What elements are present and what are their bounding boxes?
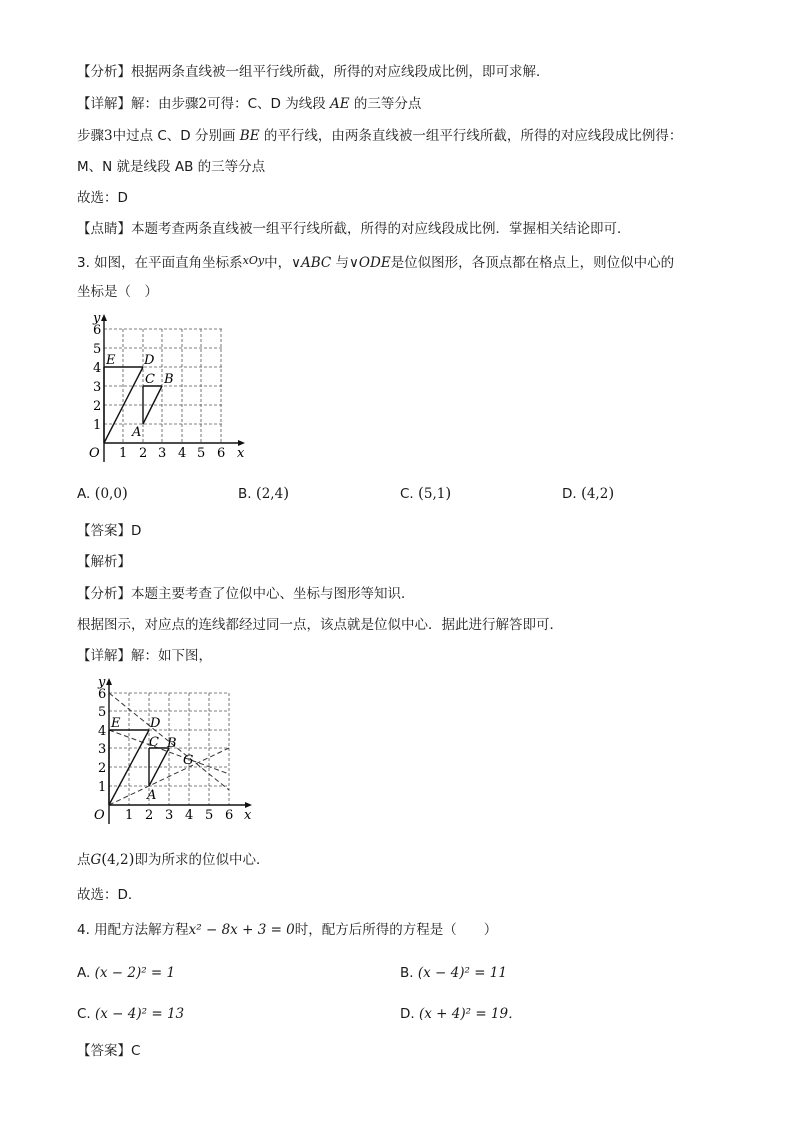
q2-comment: 【点睛】本题考查两条直线被一组平行线所截，所得的对应线段成比例．掌握相关结论即可． <box>77 221 631 237</box>
x-tick: 2 <box>145 808 154 823</box>
point-c: C <box>149 735 159 750</box>
grid <box>104 329 222 443</box>
q4-option-c[interactable]: C. (x − 4)² = 13 <box>77 1006 185 1022</box>
x-tick: 3 <box>165 808 174 823</box>
point-a: A <box>147 788 157 803</box>
y-tick: 2 <box>98 761 107 776</box>
y-tick: 1 <box>93 418 102 433</box>
point-e: E <box>106 353 116 368</box>
q3-method: 根据图示，对应点的连线都经过同一点，该点就是位似中心．据此进行解答即可． <box>77 617 563 633</box>
q3-stem-line2: 坐标是（ ） <box>77 284 158 300</box>
x-axis-label: x <box>244 808 252 823</box>
x-tick: 6 <box>217 446 226 461</box>
y-tick: 2 <box>93 399 102 414</box>
q3-stem: 3. 如图，在平面直角坐标系$^{xOy}$中，∨ABC 与∨ODE是位似图形，各顶点都在格点上，则位似中心的 <box>77 254 675 271</box>
point-labels <box>110 716 193 803</box>
x-tick: 2 <box>139 446 148 461</box>
x-tick: 4 <box>185 808 194 823</box>
y-tick: 5 <box>93 342 102 357</box>
point-labels <box>105 353 174 440</box>
point-a: A <box>132 425 142 440</box>
x-tick-labels <box>125 808 233 823</box>
x-tick: 5 <box>205 808 214 823</box>
q3-figure <box>75 312 255 467</box>
y-tick: 5 <box>98 705 107 720</box>
y-arrow <box>101 314 107 321</box>
y-axis-label: y <box>98 676 106 690</box>
q2-conclusion: M、N 就是线段 AB 的三等分点 <box>77 159 266 175</box>
q3-option-b[interactable]: B. (2,4) <box>238 484 290 502</box>
y-tick: 6 <box>93 323 102 338</box>
point-d: D <box>144 353 155 368</box>
q4-stem: 4. 用配方法解方程x² − 8x + 3 = 0时，配方后所得的方程是（ ） <box>77 922 498 938</box>
axes <box>104 317 243 462</box>
q2-analysis: 【分析】根据两条直线被一组平行线所截，所得的对应线段成比例，即可求解． <box>77 64 550 80</box>
point-e: E <box>111 716 121 731</box>
q3-solution-figure <box>78 676 258 828</box>
y-tick: 3 <box>98 742 107 757</box>
q3-point-result: 点G(4,2)即为所求的位似中心． <box>77 850 270 868</box>
y-tick: 4 <box>93 361 102 376</box>
point-b: B <box>167 736 177 751</box>
point-c: C <box>145 372 155 387</box>
q4-option-d[interactable]: D. (x + 4)² = 19． <box>400 1006 522 1022</box>
y-tick: 4 <box>98 724 107 739</box>
q3-option-d[interactable]: D. (4,2) <box>562 484 615 502</box>
x-tick: 1 <box>125 808 134 823</box>
q3-detail: 【详解】解：如下图， <box>77 648 212 664</box>
x-tick: 4 <box>178 446 187 461</box>
q3-option-a[interactable]: A. (0,0) <box>77 484 128 502</box>
point-b: B <box>164 372 174 387</box>
y-tick: 6 <box>98 687 107 702</box>
y-tick: 1 <box>98 780 107 795</box>
q4-option-a[interactable]: A. (x − 2)² = 1 <box>77 965 176 981</box>
y-arrow <box>106 678 112 685</box>
q4-option-b[interactable]: B. (x − 4)² = 11 <box>400 965 507 981</box>
q3-answer: 故选：D． <box>77 887 142 903</box>
q4-answer-tag: 【答案】C <box>77 1043 141 1059</box>
origin-label: O <box>89 446 100 461</box>
q2-detail: 【详解】解：由步骤2可得：C、D 为线段 AE 的三等分点 <box>77 96 422 112</box>
origin-label: O <box>94 808 105 823</box>
q3-analysis: 【分析】本题主要考查了位似中心、坐标与图形等知识． <box>77 586 415 602</box>
x-tick-labels <box>119 446 225 461</box>
q3-jiexi-tag: 【解析】 <box>77 554 131 570</box>
x-tick: 6 <box>225 808 234 823</box>
y-axis-label: y <box>93 312 101 326</box>
x-tick: 5 <box>197 446 206 461</box>
y-tick-labels <box>98 687 106 795</box>
q2-answer: 故选：D <box>77 190 128 206</box>
axes <box>109 681 250 824</box>
x-tick: 3 <box>158 446 167 461</box>
x-axis-label: x <box>237 446 245 461</box>
point-d: D <box>150 716 161 731</box>
q3-option-c[interactable]: C. (5,1) <box>400 484 452 502</box>
y-tick: 3 <box>93 380 102 395</box>
point-g: G <box>183 753 194 768</box>
y-tick-labels <box>93 323 101 433</box>
x-tick: 1 <box>119 446 128 461</box>
q3-answer-tag: 【答案】D <box>77 523 142 539</box>
q2-step: 步骤3中过点 C、D 分别画 BE 的平行线，由两条直线被一组平行线所截，所得的对应线段成比例得： <box>77 128 683 144</box>
